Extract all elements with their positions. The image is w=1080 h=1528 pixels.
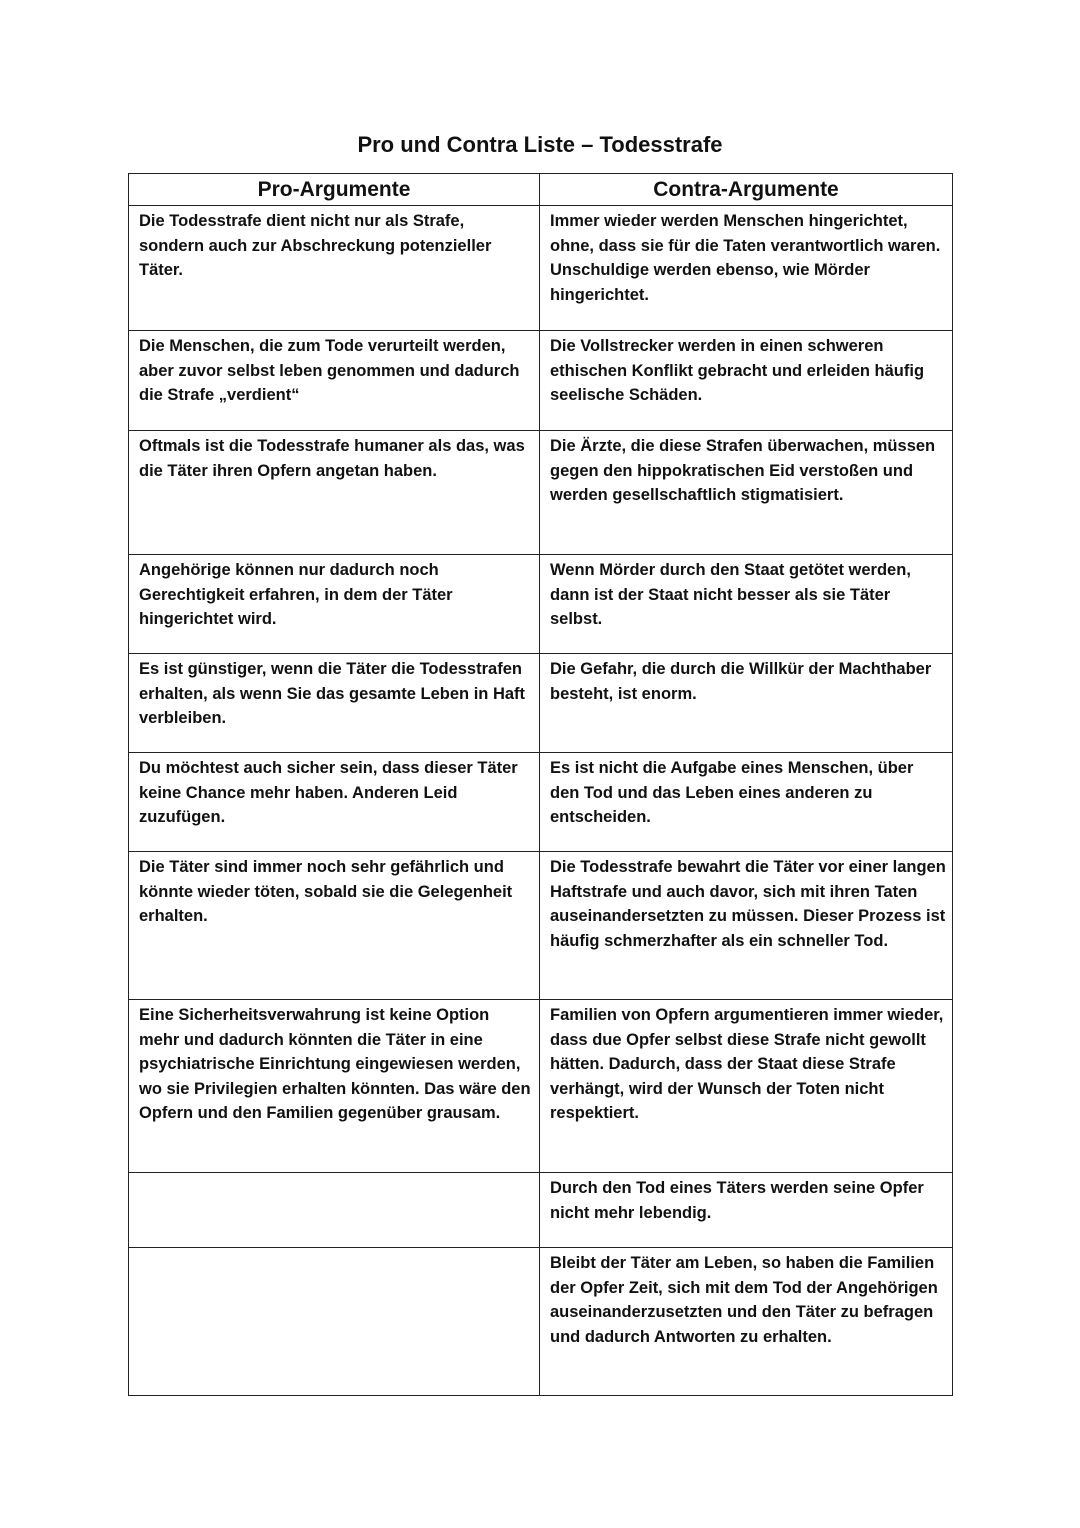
pro-argument-cell: Oftmals ist die Todesstrafe humaner als das, was die Täter ihren Opfern angetan haben. <box>129 431 540 555</box>
pro-argument-cell <box>129 1173 540 1248</box>
table-row <box>129 753 953 852</box>
contra-argument-cell: Familien von Opfern argumentieren immer wieder, dass due Opfer selbst diese Strafe nicht gewollt hätten. Dadurch, dass der Staat diese Strafe verhängt, wird der Wunsch der Toten nicht respektiert. <box>540 1000 953 1173</box>
table-row <box>129 1248 953 1396</box>
pro-argument-cell: Es ist günstiger, wenn die Täter die Todesstrafen erhalten, als wenn Sie das gesamte Leben in Haft verbleiben. <box>129 654 540 753</box>
table-row <box>129 206 953 331</box>
pro-argument-cell: Angehörige können nur dadurch noch Gerechtigkeit erfahren, in dem der Täter hingerichtet wird. <box>129 555 540 654</box>
pro-argument-cell: Die Täter sind immer noch sehr gefährlich und könnte wieder töten, sobald sie die Gelegenheit erhalten. <box>129 852 540 1000</box>
table-row <box>129 852 953 1000</box>
contra-argument-cell: Immer wieder werden Menschen hingerichtet, ohne, dass sie für die Taten verantwortlich waren. Unschuldige werden ebenso, wie Mörder hingerichtet. <box>540 206 953 331</box>
table-row <box>129 1173 953 1248</box>
pro-argument-cell: Die Todesstrafe dient nicht nur als Strafe, sondern auch zur Abschreckung potenzieller Täter. <box>129 206 540 331</box>
pro-contra-table <box>128 173 953 1396</box>
pro-argument-cell <box>129 1248 540 1396</box>
contra-argument-cell: Die Todesstrafe bewahrt die Täter vor einer langen Haftstrafe und auch davor, sich mit ihren Taten auseinandersetzten zu müssen. Dieser Prozess ist häufig schmerzhafter als ein schneller Tod. <box>540 852 953 1000</box>
table-header-row <box>129 174 953 206</box>
contra-argument-cell: Die Vollstrecker werden in einen schweren ethischen Konflikt gebracht und erleiden häufig seelische Schäden. <box>540 331 953 431</box>
pro-column-header: Pro-Argumente <box>129 174 540 206</box>
contra-argument-cell: Die Gefahr, die durch die Willkür der Machthaber besteht, ist enorm. <box>540 654 953 753</box>
contra-argument-cell: Durch den Tod eines Täters werden seine Opfer nicht mehr lebendig. <box>540 1173 953 1248</box>
pro-argument-cell: Eine Sicherheitsverwahrung ist keine Option mehr und dadurch könnten die Täter in eine psychiatrische Einrichtung eingewiesen werden, wo sie Privilegien erhalten könnten. Das wäre den Opfern und den Familien gegenüber grausam. <box>129 1000 540 1173</box>
contra-argument-cell: Es ist nicht die Aufgabe eines Menschen, über den Tod und das Leben eines anderen zu entscheiden. <box>540 753 953 852</box>
document-title: Pro und Contra Liste – Todesstrafe <box>357 132 723 157</box>
table-row <box>129 555 953 654</box>
contra-argument-cell: Wenn Mörder durch den Staat getötet werden, dann ist der Staat nicht besser als sie Täter selbst. <box>540 555 953 654</box>
table-row <box>129 1000 953 1173</box>
table-row <box>129 431 953 555</box>
contra-argument-cell: Die Ärzte, die diese Strafen überwachen, müssen gegen den hippokratischen Eid verstoßen und werden gesellschaftlich stigmatisiert. <box>540 431 953 555</box>
pro-argument-cell: Du möchtest auch sicher sein, dass dieser Täter keine Chance mehr haben. Anderen Leid zuzufügen. <box>129 753 540 852</box>
contra-argument-cell: Bleibt der Täter am Leben, so haben die Familien der Opfer Zeit, sich mit dem Tod der Angehörigen auseinanderzusetzten und den Täter zu befragen und dadurch Antworten zu erhalten. <box>540 1248 953 1396</box>
contra-column-header: Contra-Argumente <box>540 174 953 206</box>
table-row <box>129 331 953 431</box>
table-row <box>129 654 953 753</box>
pro-argument-cell: Die Menschen, die zum Tode verurteilt werden, aber zuvor selbst leben genommen und dadurch die Strafe „verdient“ <box>129 331 540 431</box>
